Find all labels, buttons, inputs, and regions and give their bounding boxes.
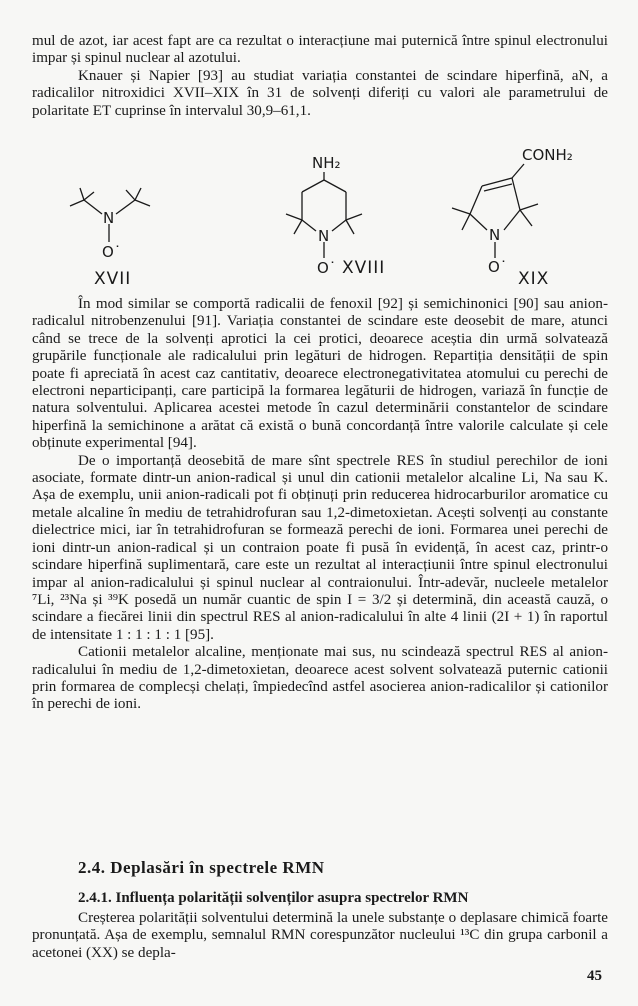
compound-numeral: XIX [518, 269, 550, 289]
paragraph: mul de azot, iar acest fapt are ca rezultat o interacțiune mai puternică între spinul electronului impar și spinul nuclear al azotului. [32, 33, 608, 67]
paragraph: În mod similar se comportă radicalii de fenoxil [92] și semichinonici [90] sau anion-radicalul nitrobenzenului [91]. Variația constantei de scindare este deosebit de mare, atunci când se trece de la solvenți aprotici la cei protici, deoarece aceștia din urmă solvatează grupările funcționale ale radicalului prin legături de hidrogen. Repartiția densității de spin poate fi apreciată în acest caz cantitativ, deoarece electronegativitatea atomului cu perechi de electroni neparticipanți, care participă la formarea legăturii de hidrogen, variază în funcție de natura solventului. Aplicarea acestei metode în cazul determinării constantelor de scindare hiperfină la semichinone a arătat că există o bună concordanță între valorile calculate și cele obținute experimental [94]. [32, 296, 608, 452]
substituent-label: CONH₂ [522, 146, 573, 164]
section-heading: 2.4. Deplasări în spectrele RMN [78, 858, 325, 877]
middle-text [32, 296, 608, 714]
page-number: 45 [587, 968, 602, 984]
paragraph: Knauer și Napier [93] au studiat variația constantei de scindare hiperfină, aN, a radicalilor nitroxidici XVII–XIX în 31 de solvenți diferiți cu valori ale parametrului de polaritate ET cuprinse în intervalul 30,9–61,1. [32, 67, 608, 119]
n-label: N [103, 209, 115, 227]
paragraph: Cationii metalelor alcaline, menționate mai sus, nu scindează spectrul RES al anion-radicalului în mediu de 1,2-dimetoxietan, deoarece acest solvent solvatează puternic cationii prin formarea de complecși chelați, împiedecînd astfel asocierea anion-radicalilor și cationilor în perechi de ioni. [32, 644, 608, 713]
paragraph: De o importanță deosebită de mare sînt spectrele RES în studiul perechilor de ioni asociate, formate dintr-un anion-radical și unul din cationii metalelor alcaline Li, Na sau K. Așa de exemplu, unii anion-radicali pot fi obținuți prin reducerea hidrocarburilor aromatice cu metale alcaline în mediu de tetrahidrofuran sau 1,2-dimetoxietan. Acești solvenți au constante dielectrice mici, iar în tetrahidrofuran se formează perechi de ioni. Formarea unei perechi de ioni dintr-un anion-radical și un contraion poate fi pusă în evidență, în acest caz, printr-o scindare hiperfină suplimentară, care este un rezultat al interacțiunii între spinul electronului impar al anion-radicalului și spinul nuclear al contraionului. Într-adevăr, nucleele metalelor ⁷Li, ²³Na și ³⁹K posedă un număr cuantic de spin I = 3/2 și determină, din această cauză, o scindare a fiecărei linii din spectrul RES al anion-radicalului în alte 4 linii (2I + 1) în raportul de intensitate 1 : 1 : 1 : 1 [95]. [32, 452, 608, 643]
paragraph: Creșterea polarității solventului determină la unele substanțe o deplasare chimică foarte pronunțată. Așa de exemplu, semnalul RMN corespunzător nucleului ¹³C din grupa carbonil a acetonei (XX) se depla- [32, 910, 608, 961]
n-label: N [489, 226, 501, 244]
o-label: O˙ [317, 259, 337, 277]
o-label: O˙ [102, 243, 122, 261]
compound-numeral: XVII [94, 269, 132, 289]
bottom-text [32, 910, 608, 962]
substituent-label: NH₂ [312, 154, 341, 172]
o-label: O˙ [488, 258, 508, 276]
n-label: N [318, 227, 330, 245]
top-text [32, 33, 608, 120]
nitroxide-structures-figure [32, 142, 608, 292]
compound-numeral: XVIII [342, 258, 386, 278]
structures-svg [32, 142, 608, 292]
subsection-heading: 2.4.1. Influența polarității solvenților asupra spectrelor RMN [78, 890, 469, 906]
